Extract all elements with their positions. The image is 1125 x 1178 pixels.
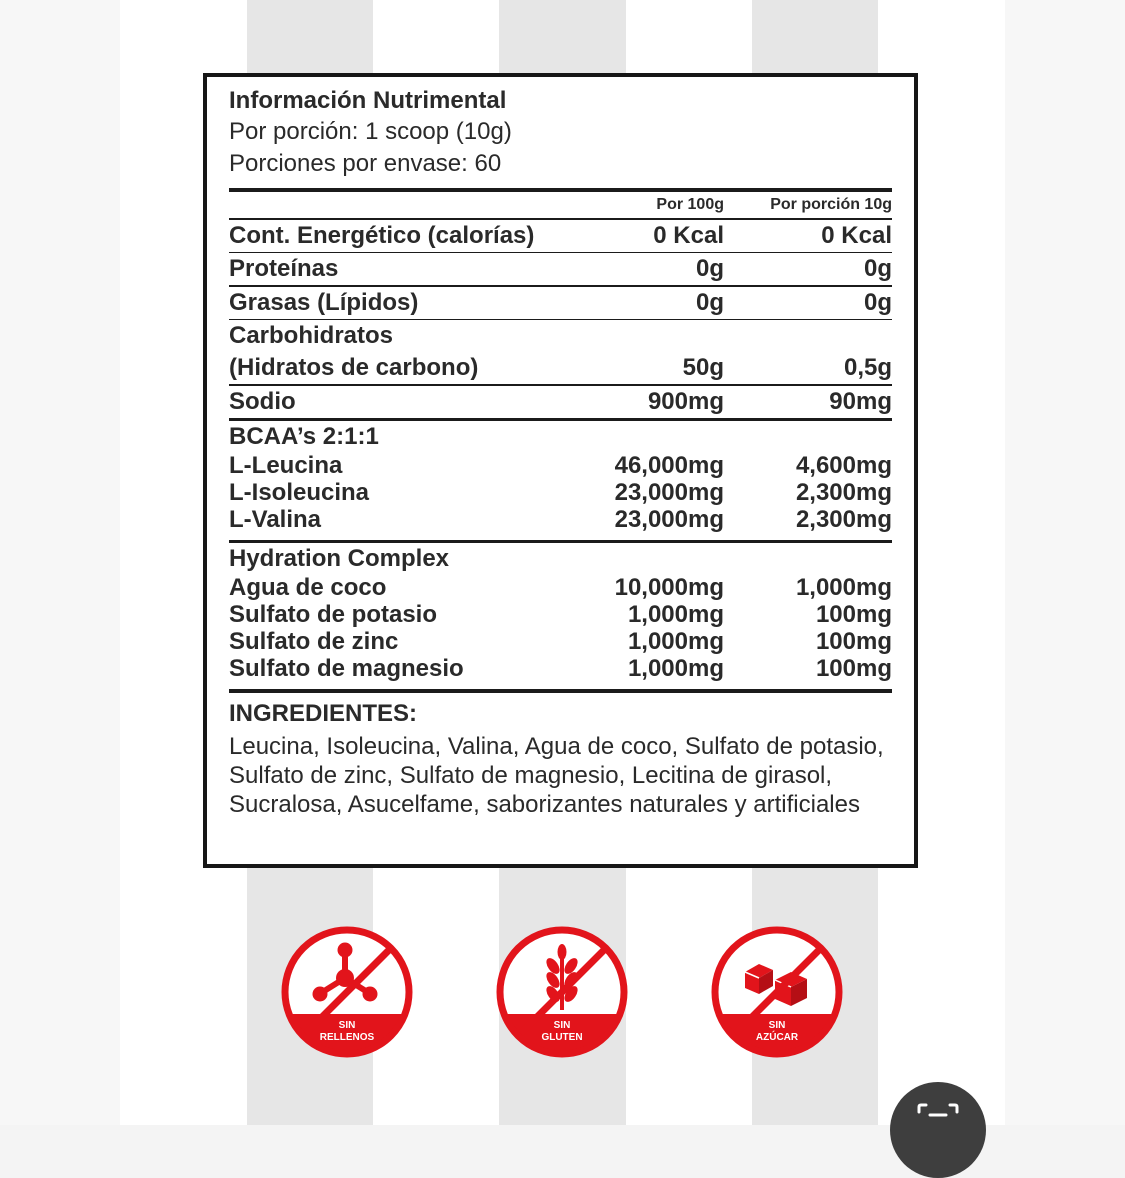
col-per-serving: Por porción 10g xyxy=(770,196,892,213)
hydration-row-zinc: Sulfato de zinc 1,000mg 100mg xyxy=(229,628,892,655)
badge-sugar-free xyxy=(707,922,847,1062)
badge-no-fillers xyxy=(277,922,417,1062)
hydration-heading: Hydration Complex xyxy=(229,544,450,572)
nutrient-row-carbs-heading: Carbohidratos xyxy=(229,322,394,349)
hydration-row-coconut-water: Agua de coco 10,000mg 1,000mg xyxy=(229,574,892,601)
badge-line1: SIN xyxy=(768,1020,786,1031)
column-headers xyxy=(229,192,892,218)
divider xyxy=(229,689,892,693)
screenshot-crop-icon xyxy=(916,1102,960,1126)
badge-line1: SIN xyxy=(553,1020,571,1031)
nutrient-row-sodium: Sodio 900mg 90mg xyxy=(229,387,892,415)
label-title: Información Nutrimental xyxy=(229,87,507,114)
bcaa-row-leucine: L-Leucina 46,000mg 4,600mg xyxy=(229,452,892,479)
nutrition-facts-panel xyxy=(203,73,918,868)
bcaa-row-isoleucine: L-Isoleucina 23,000mg 2,300mg xyxy=(229,479,892,506)
badge-line2: RELLENOS xyxy=(319,1032,375,1043)
screenshot-crop-button[interactable] xyxy=(890,1082,986,1178)
nutrient-row-fat: Grasas (Lípidos) 0g 0g xyxy=(229,288,892,316)
hydration-row-magnesium: Sulfato de magnesio 1,000mg 100mg xyxy=(229,655,892,682)
badge-line2: GLUTEN xyxy=(541,1032,583,1043)
ingredients-heading: INGREDIENTES: xyxy=(229,699,418,727)
hydration-row-potassium: Sulfato de potasio 1,000mg 100mg xyxy=(229,601,892,628)
bcaa-row-valine: L-Valina 23,000mg 2,300mg xyxy=(229,506,892,533)
bcaa-heading: BCAA’s 2:1:1 xyxy=(229,422,379,450)
col-per-100g: Por 100g xyxy=(656,196,724,213)
badge-gluten-free xyxy=(492,922,632,1062)
nutrient-row-protein: Proteínas 0g 0g xyxy=(229,255,892,282)
nutrient-row-energy: Cont. Energético (calorías) 0 Kcal 0 Kcal xyxy=(229,221,892,249)
badge-line1: SIN xyxy=(338,1020,356,1031)
ingredients-list: Leucina, Isoleucina, Valina, Agua de coco, Sulfato de potasio, Sulfato de zinc, Sulfato de magnesio, Lecitina de girasol, Sucralosa, Asucelfame, saborizantes naturales y artificiales xyxy=(229,732,884,818)
serving-size: Por porción: 1 scoop (10g) xyxy=(229,118,512,145)
claim-badges xyxy=(0,922,1125,1062)
badge-line2: AZÚCAR xyxy=(755,1032,799,1043)
nutrient-row-carbs: (Hidratos de carbono) 50g 0,5g xyxy=(229,354,892,381)
servings-per-container: Porciones por envase: 60 xyxy=(229,150,502,177)
